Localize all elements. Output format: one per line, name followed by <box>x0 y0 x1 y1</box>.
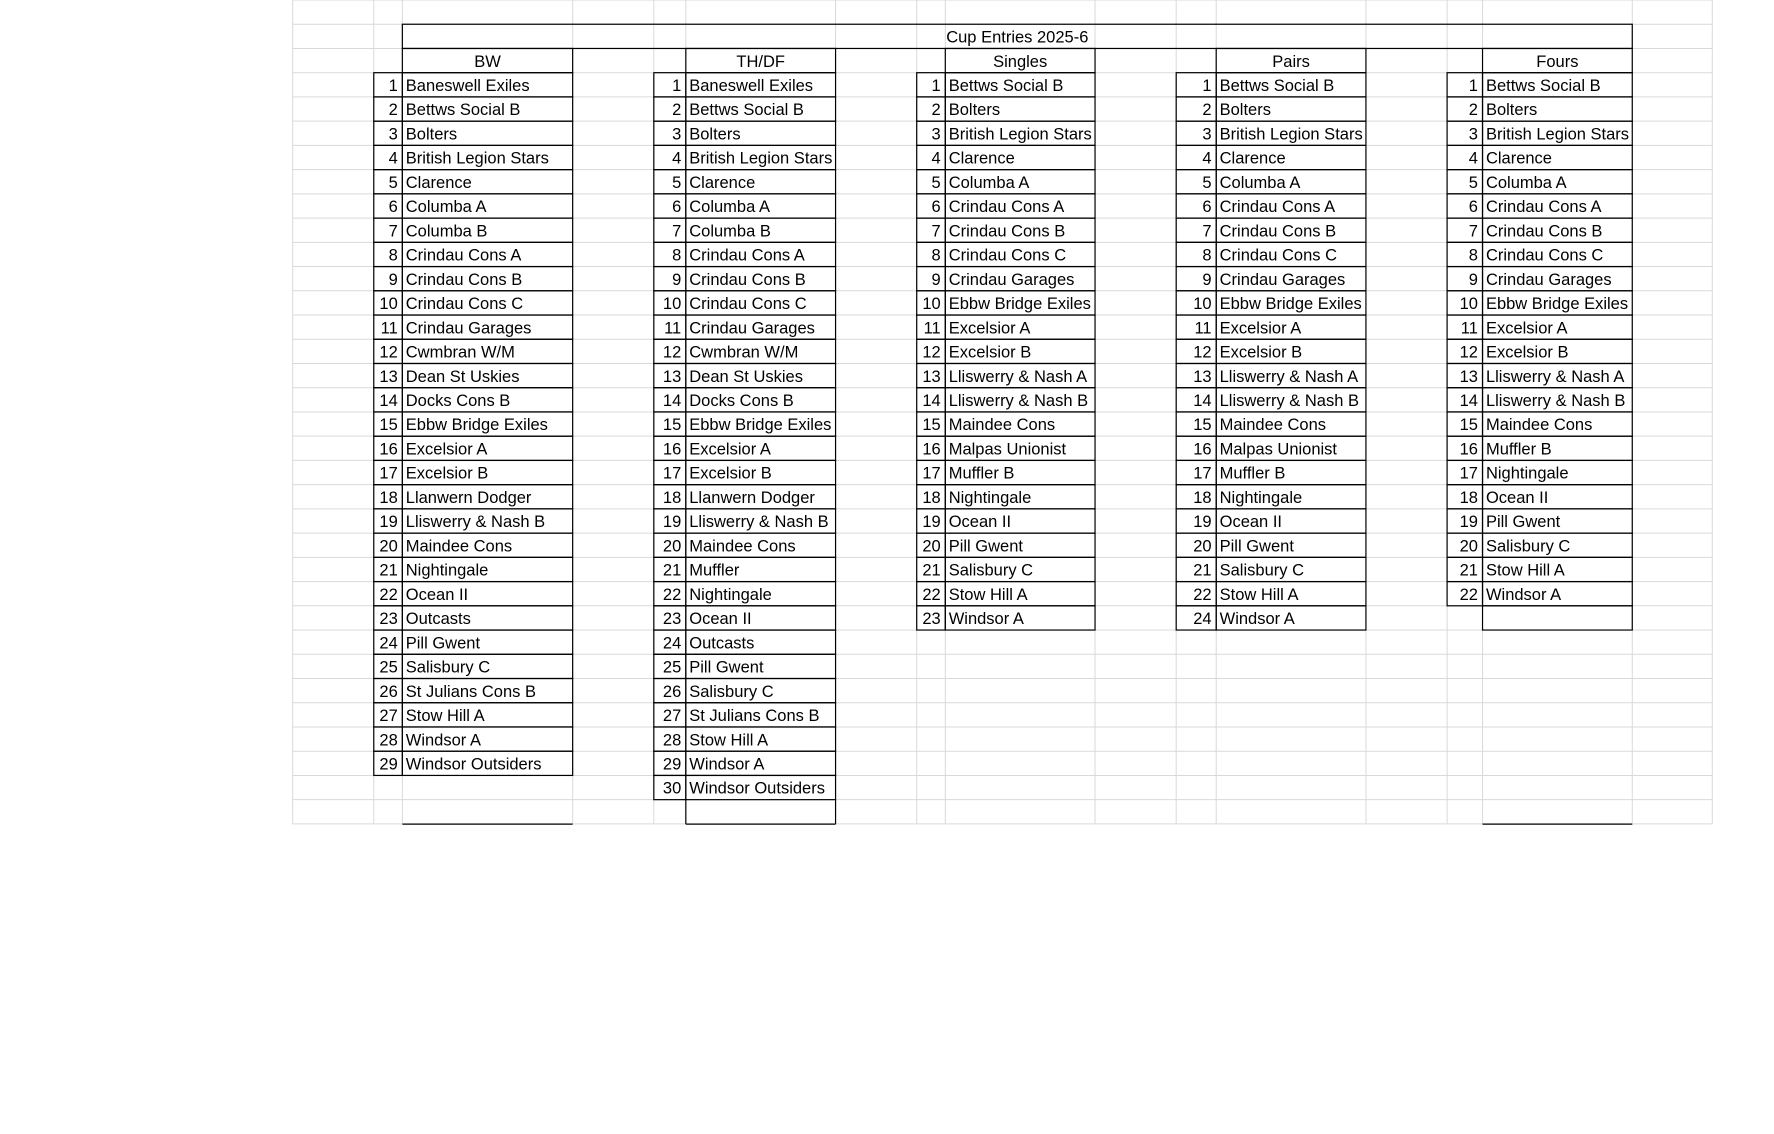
entry-name: Outcasts <box>689 634 755 653</box>
entry-name: Dean St Uskies <box>405 367 520 386</box>
entry-number: 18 <box>922 488 941 507</box>
entry-number: 6 <box>672 198 682 217</box>
entry-number: 19 <box>662 513 682 532</box>
entry-name: Excelsior B <box>405 464 489 483</box>
entry-number: 28 <box>379 731 398 750</box>
entry-number: 8 <box>1468 246 1478 265</box>
entry-number: 1 <box>931 76 941 95</box>
entry-name: Ocean II <box>1485 488 1549 507</box>
entry-number: 20 <box>1459 537 1478 556</box>
entry-name: Crindau Garages <box>689 319 815 338</box>
entry-name: Windsor A <box>405 731 481 750</box>
entry-name: Stow Hill A <box>1219 585 1299 604</box>
entry-number: 11 <box>380 319 398 338</box>
entry-number: 8 <box>388 246 398 265</box>
entry-number: 15 <box>379 416 398 435</box>
entry-number: 6 <box>1468 198 1478 217</box>
entry-number: 8 <box>931 246 941 265</box>
entry-number: 21 <box>1193 561 1212 580</box>
column-header-bw: BW <box>474 52 501 71</box>
entry-number: 16 <box>662 440 682 459</box>
entry-name: Ebbw Bridge Exiles <box>1219 295 1362 314</box>
entry-number: 9 <box>1468 270 1478 289</box>
entry-number: 11 <box>664 319 682 338</box>
entry-name: Nightingale <box>1485 464 1569 483</box>
entry-number: 7 <box>931 222 941 241</box>
entry-name: British Legion Stars <box>689 149 833 168</box>
entry-number: 20 <box>662 537 682 556</box>
entry-number: 14 <box>1459 392 1478 411</box>
entry-number: 3 <box>388 125 398 144</box>
entry-name: British Legion Stars <box>1219 125 1363 144</box>
entry-number: 9 <box>388 270 398 289</box>
entry-number: 12 <box>662 343 682 362</box>
entry-name: Salisbury C <box>1485 537 1571 556</box>
column-header-pairs: Pairs <box>1272 52 1310 71</box>
entry-number: 4 <box>388 149 398 168</box>
entry-number: 21 <box>922 561 941 580</box>
entry-number: 1 <box>388 76 398 95</box>
entry-number: 20 <box>379 537 398 556</box>
entry-number: 19 <box>1193 513 1212 532</box>
entry-name: Bolters <box>1219 101 1271 120</box>
entry-name: Crindau Cons A <box>948 198 1065 217</box>
entry-name: Windsor Outsiders <box>689 779 825 798</box>
entry-name: Cwmbran W/M <box>405 343 515 362</box>
entry-name: Ebbw Bridge Exiles <box>1485 295 1629 314</box>
entry-name: Bettws Social B <box>1219 76 1335 95</box>
entry-name: Bettws Social B <box>948 76 1064 95</box>
entry-number: 9 <box>672 270 682 289</box>
entry-name: Malpas Unionist <box>1219 440 1338 459</box>
entry-number: 4 <box>931 149 941 168</box>
entry-name: Lliswerry & Nash B <box>405 513 546 532</box>
entry-number: 18 <box>1193 488 1212 507</box>
entry-number: 13 <box>379 367 398 386</box>
entry-number: 12 <box>379 343 398 362</box>
entry-number: 24 <box>379 634 398 653</box>
entry-number: 17 <box>662 464 682 483</box>
entry-number: 7 <box>388 222 398 241</box>
entry-number: 22 <box>379 585 398 604</box>
entry-name: Maindee Cons <box>1485 416 1593 435</box>
entry-name: Excelsior A <box>1219 319 1302 338</box>
entry-name: Nightingale <box>948 488 1032 507</box>
entry-name: Clarence <box>1219 149 1286 168</box>
entry-number: 2 <box>672 101 682 120</box>
entry-name: Llanwern Dodger <box>689 488 815 507</box>
entry-number: 22 <box>1459 585 1478 604</box>
entry-name: Muffler <box>689 561 740 580</box>
entry-number: 5 <box>388 173 398 192</box>
entry-name: Crindau Cons A <box>689 246 805 265</box>
entry-name: Crindau Cons B <box>1485 222 1603 241</box>
entry-name: Crindau Cons B <box>405 270 523 289</box>
entry-number: 19 <box>922 513 941 532</box>
entry-number: 10 <box>379 295 398 314</box>
column-header-singles: Singles <box>993 52 1048 71</box>
entry-number: 4 <box>1468 149 1478 168</box>
entry-name: Pill Gwent <box>1219 537 1294 556</box>
entry-number: 20 <box>922 537 941 556</box>
entry-name: Pill Gwent <box>689 658 764 677</box>
entry-name: Clarence <box>948 149 1015 168</box>
entry-number: 19 <box>379 513 398 532</box>
entry-number: 9 <box>931 270 941 289</box>
column-header-fours: Fours <box>1536 52 1579 71</box>
entry-name: Windsor A <box>948 610 1024 629</box>
entry-name: Lliswerry & Nash A <box>948 367 1088 386</box>
entry-number: 26 <box>662 682 682 701</box>
entry-name: Baneswell Exiles <box>405 76 530 95</box>
entry-name: Columba A <box>948 173 1030 192</box>
entry-number: 17 <box>1459 464 1478 483</box>
entry-name: Ocean II <box>948 513 1012 532</box>
entry-number: 12 <box>1459 343 1478 362</box>
entry-number: 3 <box>931 125 941 144</box>
entry-name: Docks Cons B <box>405 392 511 411</box>
entry-name: Muffler B <box>948 464 1015 483</box>
empty-cell-border <box>1483 606 1633 630</box>
entry-number: 10 <box>922 295 941 314</box>
entry-name: Nightingale <box>1219 488 1303 507</box>
entry-name: Bolters <box>405 125 458 144</box>
entry-number: 21 <box>379 561 398 580</box>
entry-number: 6 <box>388 198 398 217</box>
entry-number: 9 <box>1202 270 1212 289</box>
entry-number: 7 <box>672 222 682 241</box>
entry-number: 16 <box>1459 440 1478 459</box>
entry-number: 29 <box>662 755 682 774</box>
entry-number: 17 <box>379 464 398 483</box>
entry-name: Columba A <box>1485 173 1567 192</box>
entry-name: Lliswerry & Nash B <box>948 392 1089 411</box>
entry-number: 8 <box>672 246 682 265</box>
entry-name: Nightingale <box>689 585 772 604</box>
entry-number: 1 <box>672 76 682 95</box>
entry-name: Crindau Garages <box>948 270 1075 289</box>
entry-number: 20 <box>1193 537 1212 556</box>
entry-name: Llanwern Dodger <box>405 488 532 507</box>
entry-number: 27 <box>379 707 398 726</box>
entry-name: Lliswerry & Nash B <box>1219 392 1359 411</box>
entry-number: 12 <box>1193 343 1212 362</box>
entry-name: Excelsior B <box>1219 343 1303 362</box>
cell-text <box>379 29 1629 798</box>
entry-name: Salisbury C <box>689 682 774 701</box>
entry-number: 15 <box>922 416 941 435</box>
entry-name: Windsor A <box>1485 585 1562 604</box>
entry-number: 4 <box>672 149 682 168</box>
entry-name: Bolters <box>948 101 1001 120</box>
entry-number: 12 <box>922 343 941 362</box>
entry-name: Bolters <box>1485 101 1538 120</box>
entry-name: Crindau Cons C <box>948 246 1067 265</box>
entry-number: 4 <box>1202 149 1212 168</box>
entry-name: Excelsior B <box>689 464 772 483</box>
entry-number: 13 <box>1459 367 1478 386</box>
entry-number: 2 <box>1202 101 1212 120</box>
entry-number: 5 <box>1468 173 1478 192</box>
entry-name: Bolters <box>689 125 741 144</box>
entry-name: Maindee Cons <box>689 537 796 556</box>
entry-name: Malpas Unionist <box>948 440 1067 459</box>
entry-name: Crindau Garages <box>1485 270 1612 289</box>
entry-number: 6 <box>931 198 941 217</box>
entry-name: St Julians Cons B <box>405 682 537 701</box>
entry-number: 2 <box>388 101 398 120</box>
entry-number: 18 <box>1459 488 1478 507</box>
entry-number: 15 <box>662 416 682 435</box>
entry-name: Docks Cons B <box>689 392 794 411</box>
entry-number: 10 <box>1193 295 1212 314</box>
entry-name: Clarence <box>405 173 472 192</box>
entry-name: Columba A <box>1219 173 1301 192</box>
entry-number: 5 <box>931 173 941 192</box>
entry-number: 15 <box>1193 416 1212 435</box>
entry-name: Stow Hill A <box>1485 561 1565 580</box>
entry-number: 24 <box>662 634 682 653</box>
entry-number: 22 <box>662 585 682 604</box>
entry-name: Dean St Uskies <box>689 367 803 386</box>
entry-number: 21 <box>662 561 682 580</box>
entry-number: 23 <box>922 610 941 629</box>
entry-name: Columba B <box>689 222 771 241</box>
entry-name: Maindee Cons <box>1219 416 1327 435</box>
entry-number: 18 <box>379 488 398 507</box>
entry-number: 13 <box>1193 367 1212 386</box>
entry-name: Excelsior A <box>405 440 488 459</box>
entry-name: Baneswell Exiles <box>689 76 814 95</box>
entry-number: 13 <box>922 367 941 386</box>
entry-name: Pill Gwent <box>405 634 481 653</box>
entry-name: Muffler B <box>1485 440 1552 459</box>
entry-number: 30 <box>662 779 682 798</box>
entry-number: 3 <box>672 125 682 144</box>
entry-number: 11 <box>923 319 941 338</box>
entry-name: Windsor Outsiders <box>405 755 542 774</box>
entry-number: 27 <box>662 707 682 726</box>
entry-name: Crindau Cons B <box>948 222 1066 241</box>
entry-number: 16 <box>379 440 398 459</box>
entry-name: British Legion Stars <box>1485 125 1630 144</box>
entry-name: Stow Hill A <box>405 707 485 726</box>
entry-name: Crindau Cons A <box>1219 198 1336 217</box>
entry-number: 25 <box>379 658 398 677</box>
entry-number: 19 <box>1459 513 1478 532</box>
entry-number: 25 <box>662 658 682 677</box>
entry-name: Crindau Cons C <box>689 295 807 314</box>
entry-name: Pill Gwent <box>1485 513 1561 532</box>
entry-name: Stow Hill A <box>689 731 769 750</box>
entry-number: 13 <box>662 367 682 386</box>
entry-name: Salisbury C <box>948 561 1034 580</box>
sheet-title: Cup Entries 2025-6 <box>946 28 1089 47</box>
entry-name: Bettws Social B <box>405 101 521 120</box>
entry-number: 2 <box>931 101 941 120</box>
entry-name: Crindau Cons B <box>1219 222 1337 241</box>
entry-number: 11 <box>1194 319 1212 338</box>
entry-number: 22 <box>922 585 941 604</box>
entry-name: Crindau Cons C <box>405 295 524 314</box>
entry-name: Ocean II <box>1219 513 1282 532</box>
entry-number: 26 <box>379 682 398 701</box>
entry-number: 7 <box>1202 222 1212 241</box>
entry-name: Bettws Social B <box>1485 76 1601 95</box>
column-header-th-df: TH/DF <box>736 52 785 71</box>
entry-name: Excelsior A <box>948 319 1031 338</box>
entry-name: Clarence <box>1485 149 1553 168</box>
entry-name: Columba A <box>405 198 487 217</box>
entry-name: Lliswerry & Nash A <box>1219 367 1359 386</box>
entry-name: Stow Hill A <box>948 585 1028 604</box>
entry-name: Lliswerry & Nash A <box>1485 367 1625 386</box>
entry-name: Nightingale <box>405 561 489 580</box>
entry-number: 14 <box>662 392 682 411</box>
entry-name: British Legion Stars <box>948 125 1092 144</box>
entry-number: 10 <box>1459 295 1478 314</box>
entry-name: Crindau Garages <box>1219 270 1346 289</box>
entry-name: Windsor A <box>689 755 765 774</box>
entry-name: Pill Gwent <box>948 537 1024 556</box>
entry-name: St Julians Cons B <box>689 707 820 726</box>
entry-name: Lliswerry & Nash B <box>1485 392 1626 411</box>
entry-name: Crindau Cons C <box>1485 246 1604 265</box>
entry-number: 3 <box>1202 125 1212 144</box>
entry-name: Cwmbran W/M <box>689 343 799 362</box>
entry-name: Excelsior B <box>1485 343 1569 362</box>
entry-number: 1 <box>1202 76 1212 95</box>
entry-name: Muffler B <box>1219 464 1286 483</box>
entry-name: Bettws Social B <box>689 101 804 120</box>
entry-number: 29 <box>379 755 398 774</box>
entry-number: 17 <box>1193 464 1212 483</box>
entry-name: Salisbury C <box>1219 561 1304 580</box>
entry-number: 18 <box>662 488 682 507</box>
entry-name: Outcasts <box>405 610 471 629</box>
entry-number: 23 <box>662 610 682 629</box>
entry-name: Crindau Cons A <box>405 246 522 265</box>
entry-number: 21 <box>1459 561 1478 580</box>
entry-number: 16 <box>922 440 941 459</box>
entry-number: 28 <box>662 731 682 750</box>
entry-name: Ocean II <box>689 610 752 629</box>
entry-number: 7 <box>1468 222 1478 241</box>
entry-number: 1 <box>1468 76 1478 95</box>
entry-number: 5 <box>672 173 682 192</box>
entry-name: Ebbw Bridge Exiles <box>689 416 832 435</box>
entry-number: 16 <box>1193 440 1212 459</box>
entry-number: 15 <box>1459 416 1478 435</box>
entry-name: Crindau Cons C <box>1219 246 1338 265</box>
entry-number: 11 <box>1460 319 1478 338</box>
entry-number: 6 <box>1202 198 1212 217</box>
entry-number: 2 <box>1468 101 1478 120</box>
entry-number: 3 <box>1468 125 1478 144</box>
entry-number: 10 <box>662 295 682 314</box>
entry-number: 22 <box>1193 585 1212 604</box>
entry-number: 23 <box>379 610 398 629</box>
entry-number: 14 <box>379 392 398 411</box>
entry-name: Excelsior B <box>948 343 1032 362</box>
entry-number: 8 <box>1202 246 1212 265</box>
entry-name: Maindee Cons <box>405 537 513 556</box>
entry-name: Ebbw Bridge Exiles <box>948 295 1091 314</box>
entry-name: Ocean II <box>405 585 469 604</box>
entry-name: Columba A <box>689 198 770 217</box>
entry-name: Maindee Cons <box>948 416 1056 435</box>
entry-number: 17 <box>922 464 941 483</box>
entry-name: British Legion Stars <box>405 149 549 168</box>
entry-name: Excelsior A <box>689 440 771 459</box>
entry-name: Windsor A <box>1219 610 1295 629</box>
entry-name: Crindau Cons B <box>689 270 806 289</box>
entry-name: Columba B <box>405 222 488 241</box>
entry-number: 14 <box>1193 392 1212 411</box>
entry-name: Crindau Garages <box>405 319 532 338</box>
entry-name: Ebbw Bridge Exiles <box>405 416 548 435</box>
entry-name: Lliswerry & Nash B <box>689 513 829 532</box>
entry-name: Clarence <box>689 173 756 192</box>
entry-name: Crindau Cons A <box>1485 198 1602 217</box>
entry-number: 14 <box>922 392 941 411</box>
entry-number: 24 <box>1193 610 1212 629</box>
entry-name: Excelsior A <box>1485 319 1568 338</box>
entry-number: 5 <box>1202 173 1212 192</box>
entry-name: Salisbury C <box>405 658 491 677</box>
